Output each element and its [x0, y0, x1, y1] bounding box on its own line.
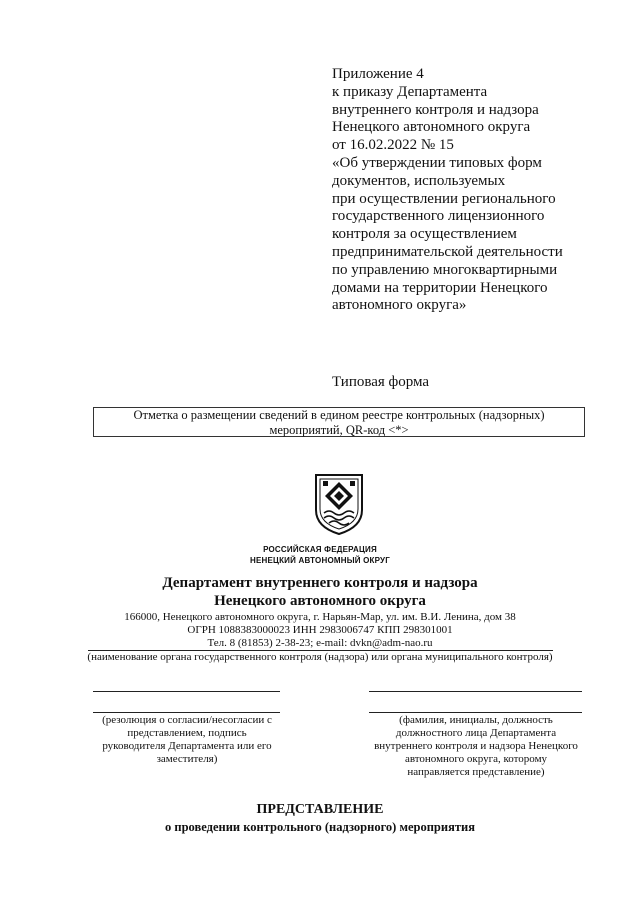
coat-of-arms-icon	[313, 472, 365, 536]
recipient-caption-line: внутреннего контроля и надзора Ненецкого	[374, 740, 578, 752]
appendix-line: государственного лицензионного	[332, 208, 545, 225]
recipient-caption-line: автономного округа, которому	[404, 753, 548, 765]
appendix-line: документов, используемых	[332, 172, 506, 189]
appendix-line: Приложение 4	[332, 66, 424, 82]
appendix-line: к приказу Департамента	[332, 83, 488, 100]
document-subtitle: о проведении контрольного (надзорного) мероприятия	[165, 820, 475, 834]
appendix-line: автономного округа»	[332, 297, 467, 314]
country-name: РОССИЙСКАЯ ФЕДЕРАЦИЯ	[263, 545, 377, 554]
region-name: НЕНЕЦКИЙ АВТОНОМНЫЙ ОКРУГ	[250, 556, 390, 565]
appendix-line: домами на территории Ненецкого	[332, 279, 548, 296]
appendix-line: от 16.02.2022 № 15	[332, 137, 454, 154]
appendix-line: «Об утверждении типовых форм	[332, 154, 542, 171]
department-contacts: Тел. 8 (81853) 2-38-23; e-mail: dvkn@adm-nao.ru	[207, 637, 433, 649]
department-name-line1: Департамент внутреннего контроля и надзора	[162, 575, 478, 591]
recipient-caption-line: направляется представление)	[407, 766, 545, 778]
recipient-line	[369, 712, 582, 713]
recipient-line	[369, 691, 582, 692]
resolution-line	[93, 712, 280, 713]
resolution-caption-line: заместителя)	[156, 753, 218, 765]
department-name-line2: Ненецкого автономного округа	[214, 593, 426, 609]
resolution-line	[93, 691, 280, 692]
qr-note-line1: Отметка о размещении сведений в едином реестре контрольных (надзорных)	[133, 408, 545, 422]
resolution-caption-line: руководителя Департамента или его	[102, 740, 272, 752]
appendix-line: внутреннего контроля и надзора	[332, 101, 539, 118]
org-name-caption: (наименование органа государственного контроля (надзора) или органа муниципального контроля)	[87, 651, 553, 663]
appendix-block	[332, 66, 622, 315]
document-title: ПРЕДСТАВЛЕНИЕ	[256, 802, 384, 817]
appendix-line: по управлению многоквартирными	[332, 261, 558, 278]
appendix-line: предпринимательской деятельности	[332, 243, 563, 260]
recipient-caption	[366, 714, 586, 779]
appendix-line: контроля за осуществлением	[332, 226, 517, 243]
recipient-caption-line: (фамилия, инициалы, должность	[399, 714, 553, 726]
appendix-line: при осуществлении регионального	[332, 190, 556, 207]
department-ids: ОГРН 1088383000023 ИНН 2983006747 КПП 298301001	[187, 624, 453, 636]
resolution-caption	[88, 714, 286, 766]
recipient-caption-line: должностного лица Департамента	[395, 727, 557, 739]
resolution-caption-line: представлением, подпись	[127, 727, 247, 739]
appendix-line: Ненецкого автономного округа	[332, 119, 531, 136]
qr-note-line2: мероприятий, QR-код <*>	[269, 423, 409, 437]
resolution-caption-line: (резолюция о согласии/несогласии с	[102, 714, 272, 726]
qr-note-box	[93, 407, 585, 437]
department-address: 166000, Ненецкого автономного округа, г. Нарьян-Мар, ул. им. В.И. Ленина, дом 38	[124, 611, 516, 623]
form-type-label: Типовая форма	[332, 374, 430, 390]
